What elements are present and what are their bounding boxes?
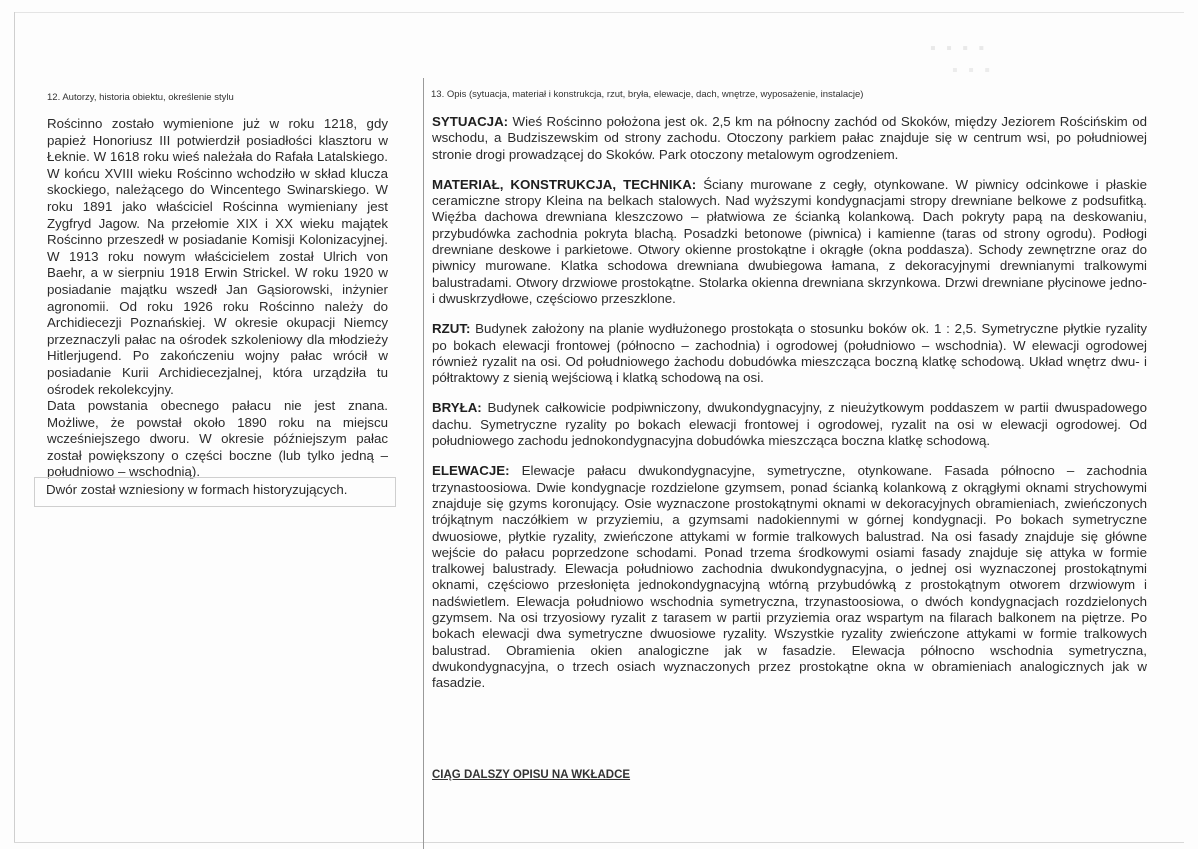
column-divider	[423, 78, 424, 849]
section-text: Budynek całkowicie podpiwniczony, dwukondygnacyjny, z nieużytkowym poddaszem w partii dwuspadowego dachu. Symetryczne ryzality po bokach elewacji frontowej i ogrodowej, ryzalit na osi w elewacji ogrodowej. Od południowego zachodu jednokondygnacyjna dobudówka mieszcząca boczna klatkę schodową.	[432, 400, 1147, 449]
section-label: ELEWACJE:	[432, 463, 510, 479]
faint-stamp-mark-2: ▪ ▪ ▪	[952, 62, 993, 79]
faint-stamp-mark: ▪ ▪ ▪ ▪	[930, 40, 988, 57]
section-label: BRYŁA:	[432, 400, 482, 416]
description-section-elewacje	[432, 463, 1147, 691]
section-text: Wieś Rościnno położona jest ok. 2,5 km na północny zachód od Skoków, między Jeziorem Rościńskim od wschodu, a Budziszewskim od strony zachodu. Otoczony parkiem pałac znajduje się w centrum wsi, po południowej stronie drogi prowadzącej do Skoków. Park otoczony metalowym ogrodzeniem.	[432, 114, 1147, 162]
description-column	[432, 114, 1147, 706]
description-section-material	[432, 177, 1147, 307]
section-text: Budynek założony na planie wydłużonego prostokąta o stosunku boków ok. 1 : 2,5. Symetryczne płytkie ryzality po bokach elewacji frontowej (północno – zachodnia) i ogrodowej (południowo – wschodnia). W elewacji ogrodowej również ryzalit na osi. Od południowego żachodu dobudówka mieszcząca boczną klatkę schodową. Układ wnętrz dwu- i półtraktowy z sienią wejściową i klatką schodową na osi.	[432, 321, 1147, 386]
description-section-sytuacja	[432, 114, 1147, 163]
left-border	[14, 12, 15, 842]
history-paragraph: Rościnno zostało wymienione już w roku 1218, gdy papież Honoriusz III potwierdził posiadłości klasztoru w Łeknie. W 1618 roku wieś należała do Rafała Latalskiego. W końcu XVIII wieku Rościnno wchodziło w skład klucza skockiego, należącego do Wincentego Swinarskiego. W roku 1891 jako właściciel Rościnna wymieniany jest Zygfryd Jagow. Na przełomie XIX i XX wieku majątek Rościnno przeszedł w posiadanie Komisji Kolonizacyjnej. W 1913 roku nowym właścicielem został Ulrich von Baehr, a w sierpniu 1918 Erwin Strickel. W roku 1920 w posiadanie majątku wszedł Jan Gąsiorowski, inżynier agronomii. Od roku 1926 roku Rościnno należy do Archidiecezji Poznańskiej. W okresie okupacji Niemcy przeznaczyli pałac na ośrodek szkoleniowy dla młodzieży Hitlerjugend. Po zakończeniu wojny pałac wrócił w posiadanie Kurii Archidiecezjalnej, która urządziła tu ośrodek rekolekcyjny.	[47, 116, 388, 397]
style-statement-box	[34, 477, 396, 507]
top-border	[14, 12, 1184, 13]
section-text: Elewacje pałacu dwukondygnacyjne, symetryczne, otynkowane. Fasada północno – zachodnia trzynastoosiowa. Dwie kondygnacje rozdzielone gzymsem, ponad ścianką kolankową z okrągłymi oknami strychowymi znajduje się gzyms koronujący. Osie wyznaczone prostokątnymi oknami w dekoracyjnych obramieniach, zwieńczonych trójkątnym naczółkiem w przyziemiu, a gzymsami nadokiennymi w górnej kondygnacji. Po bokach symetryczne dwuosiowe, płytkie ryzality, zwieńczone attykami w formie tralkowych balustrad. Na osi fasady znajduje się główne wejście do pałacu poprzedzone schodami. Ponad trzema środkowymi osiami fasady znajduje się attyka w formie tralkowej balustrady. Elewacja południowo zachodnia dwukondygnacyjna, o jednej osi wyznaczonej prostokątnymi oknami, częściowo przesłonięta jednokondygnacyjną wtórną przybudówką z prostokątnym otworem drzwiowym i nadświetlem. Elewacja południowo wschodnia symetryczna, trzynastoosiowa, o dwóch kondygnacjach rozdzielonych gzymsem. Na osi trzyosiowy ryzalit z tarasem w partii przyziemia oraz wspartym na filarach balkonem na piętrze. Po bokach elewacji dwa symetryczne dwuosiowe ryzality. Wszystkie ryzality zwieńczone attykami w formie tralkowych balustrad. Obramienia okien analogiczne jak w fasadzie. Elewacja północno wschodnia symetryczna, dwukondygnacyjna, o trzech osiach wyznaczonych przez prostokątne okna w obramieniach analogicznych jak w fasadzie.	[432, 463, 1147, 691]
section-label: SYTUACJA:	[432, 114, 509, 129]
bottom-border	[14, 842, 1184, 843]
style-statement: Dwór został wzniesiony w formach historyzujących.	[46, 482, 348, 497]
history-paragraph: Data powstania obecnego pałacu nie jest znana. Możliwe, że powstał około 1890 roku na miejscu wcześniejszego dworu. W okresie późniejszym pałac został powiększony o części boczne (lub tylko jedną – południowo – wschodnią).	[47, 398, 388, 480]
history-column	[47, 116, 388, 481]
description-section-bryla	[432, 400, 1147, 449]
section-text: Ściany murowane z cegły, otynkowane. W piwnicy odcinkowe i płaskie ceramiczne stropy Kleina na belkach stalowych. Nad wyższymi kondygnacjami stropy drewniane belkowe z podsufitką. Więźba dachowa drewniana kleszczowo – płatwiowa ze ścianką kolankową. Dach pokryty papą na deskowaniu, przybudówka zachodnia pokryta blachą. Posadzki betonowe (piwnica) i kamienne (taras od strony ogrodu). Podłogi drewniane deskowe i parkietowe. Otwory okienne prostokątne i okrągłe (okna poddasza). Schody zewnętrzne oraz do piwnicy murowane. Klatka schodowa drewniana dwubiegowa łamana, z dekoracyjnymi drewnianymi tralkowymi balustradami. Otwory drzwiowe prostokątne. Stolarka okienna drewniana skrzynkowa. Drzwi drewniane płycinowe jedno- i dwuskrzydłowe, częściowo przeszklone.	[432, 176, 1147, 306]
section-label: RZUT:	[432, 321, 471, 337]
section-label: MATERIAŁ, KONSTRUKCJA, TECHNIKA:	[432, 176, 697, 192]
description-section-rzut	[432, 321, 1147, 386]
section-12-heading: 12. Autorzy, historia obiektu, określenie stylu	[47, 92, 234, 103]
section-13-heading: 13. Opis (sytuacja, materiał i konstrukcja, rzut, bryła, elewacje, dach, wnętrze, wyposażenie, instalacje)	[431, 89, 864, 100]
continued-note: CIĄG DALSZY OPISU NA WKŁADCE	[432, 769, 631, 781]
